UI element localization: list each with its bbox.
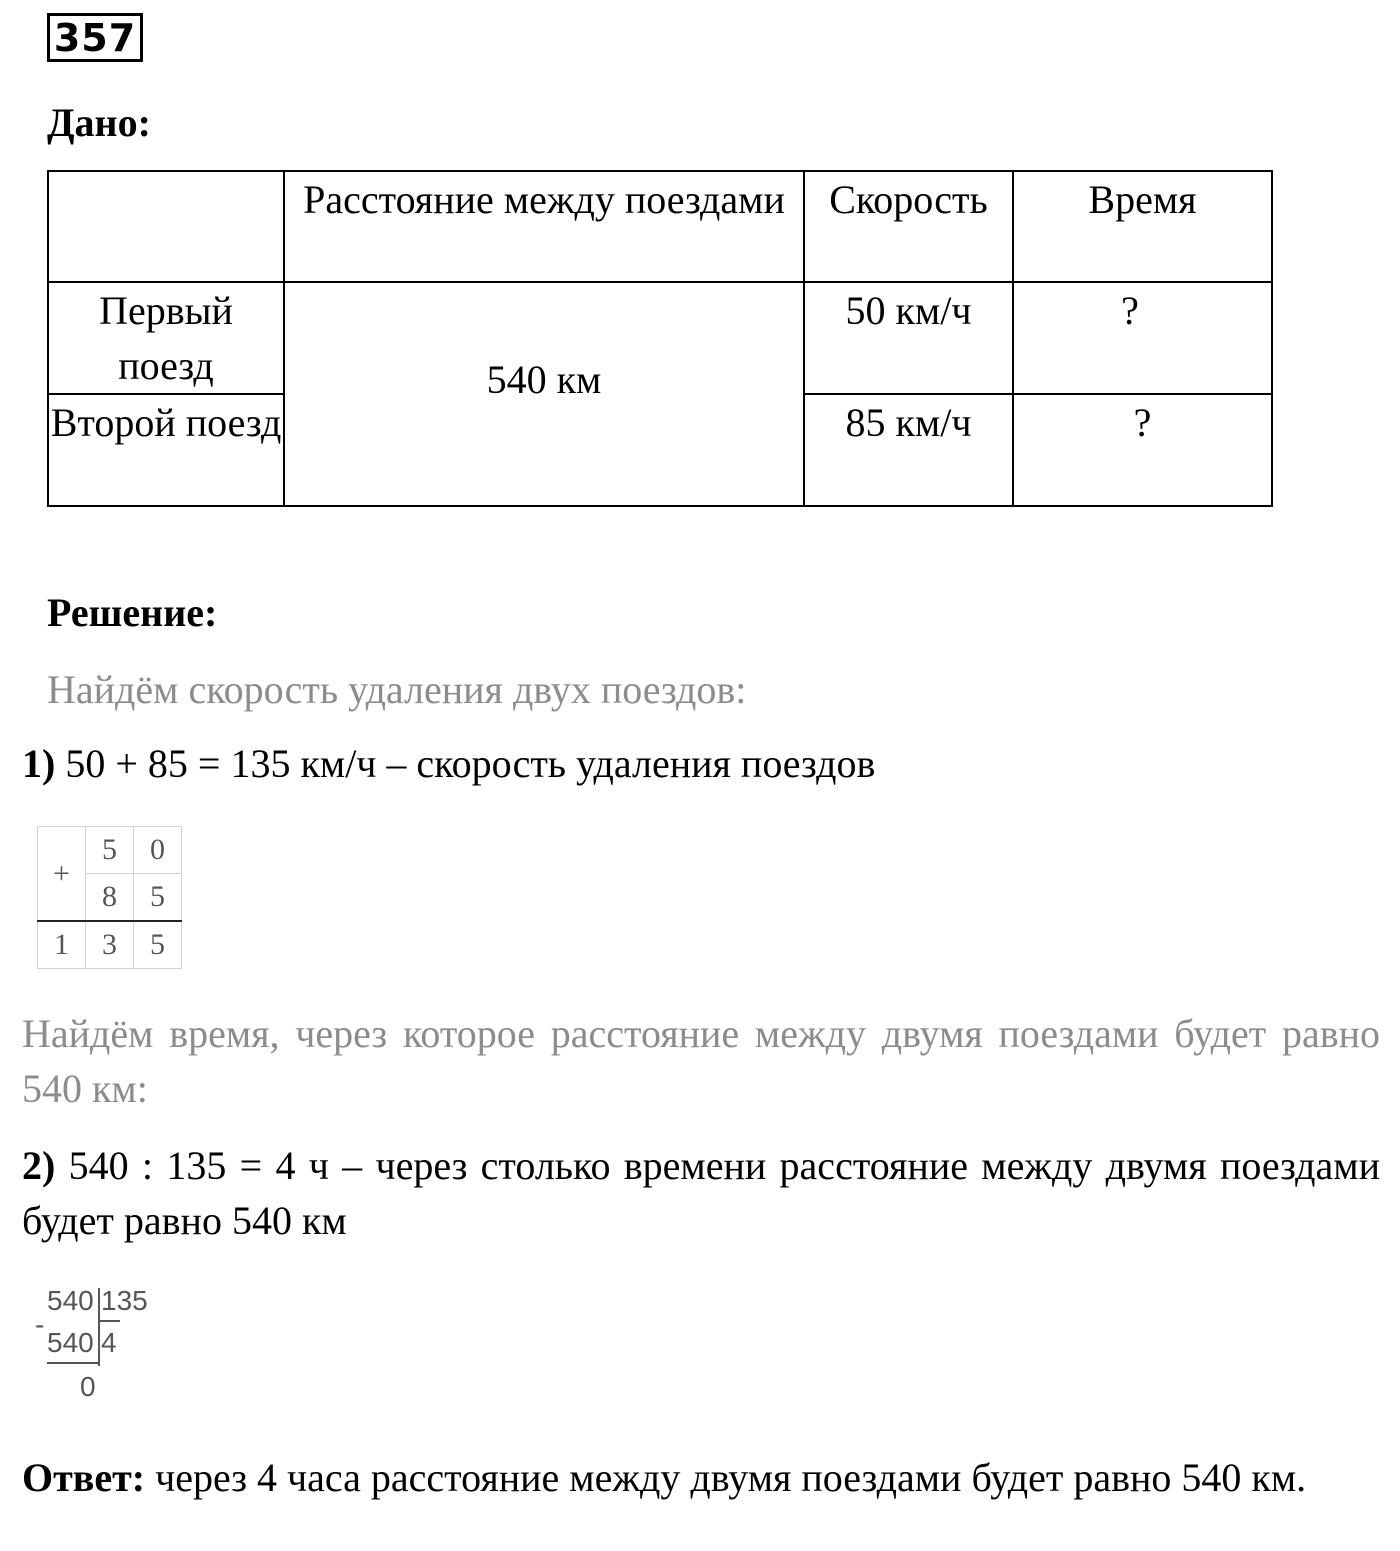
table-header-row [48,171,1272,282]
intro-speed: Найдём скорость удаления двух поездов: [47,667,747,712]
row-name-first: Первый поезд [48,282,284,394]
speed-second: 85 км/ч [804,394,1013,506]
speed-first: 50 км/ч [804,282,1013,394]
problem-number: 357 [47,13,143,62]
table-row-first-train [48,282,1272,394]
step-1-text: 50 + 85 = 135 км/ч – скорость удаления поездов [65,741,876,786]
column-addition [37,826,182,969]
time-second: ? [1013,394,1272,506]
sum-digit: 3 [86,921,134,969]
addend1-digit: 5 [86,827,134,874]
division-vertical-bar [98,1288,100,1366]
plus-sign: + [38,827,86,922]
solution-heading: Решение: [47,590,218,635]
minus-sign: - [35,1309,45,1340]
given-heading: Дано: [47,100,151,145]
subtraction-line [47,1362,99,1364]
header-distance: Расстояние между поездами [284,171,804,282]
step-2-number: 2) [22,1143,56,1188]
given-table [47,170,1273,507]
intro-time: Найдём время, через которое расстояние между двумя поездами будет равно 540 км: [22,1011,1380,1111]
distance-value: 540 км [284,282,804,506]
sum-digit: 1 [38,921,86,969]
subtrahend: 540 [47,1327,94,1358]
row-name-second: Второй поезд [48,394,284,506]
addend1-digit: 0 [134,827,182,874]
time-first: ? [1013,282,1272,394]
answer [22,1450,1380,1505]
step-2-text: 540 : 135 = 4 ч – через столько времени расстояние между двумя поездами будет равно 540 км [22,1143,1381,1243]
header-speed: Скорость [804,171,1013,282]
header-time: Время [1013,171,1272,282]
long-division [30,1282,190,1412]
sum-digit: 5 [134,921,182,969]
remainder: 0 [80,1371,96,1402]
addend2-digit: 5 [134,874,182,922]
dividend: 540 [47,1285,94,1316]
step-1-number: 1) [22,741,56,786]
header-blank-cell [48,171,284,282]
step-1 [22,736,875,791]
answer-label: Ответ: [22,1455,146,1500]
divisor-underline [98,1320,120,1322]
divisor: 135 [101,1285,148,1316]
quotient: 4 [101,1327,117,1358]
addend2-digit: 8 [86,874,134,922]
answer-text: через 4 часа расстояние между двумя поездами будет равно 540 км. [145,1455,1307,1500]
step-2 [22,1138,1380,1248]
